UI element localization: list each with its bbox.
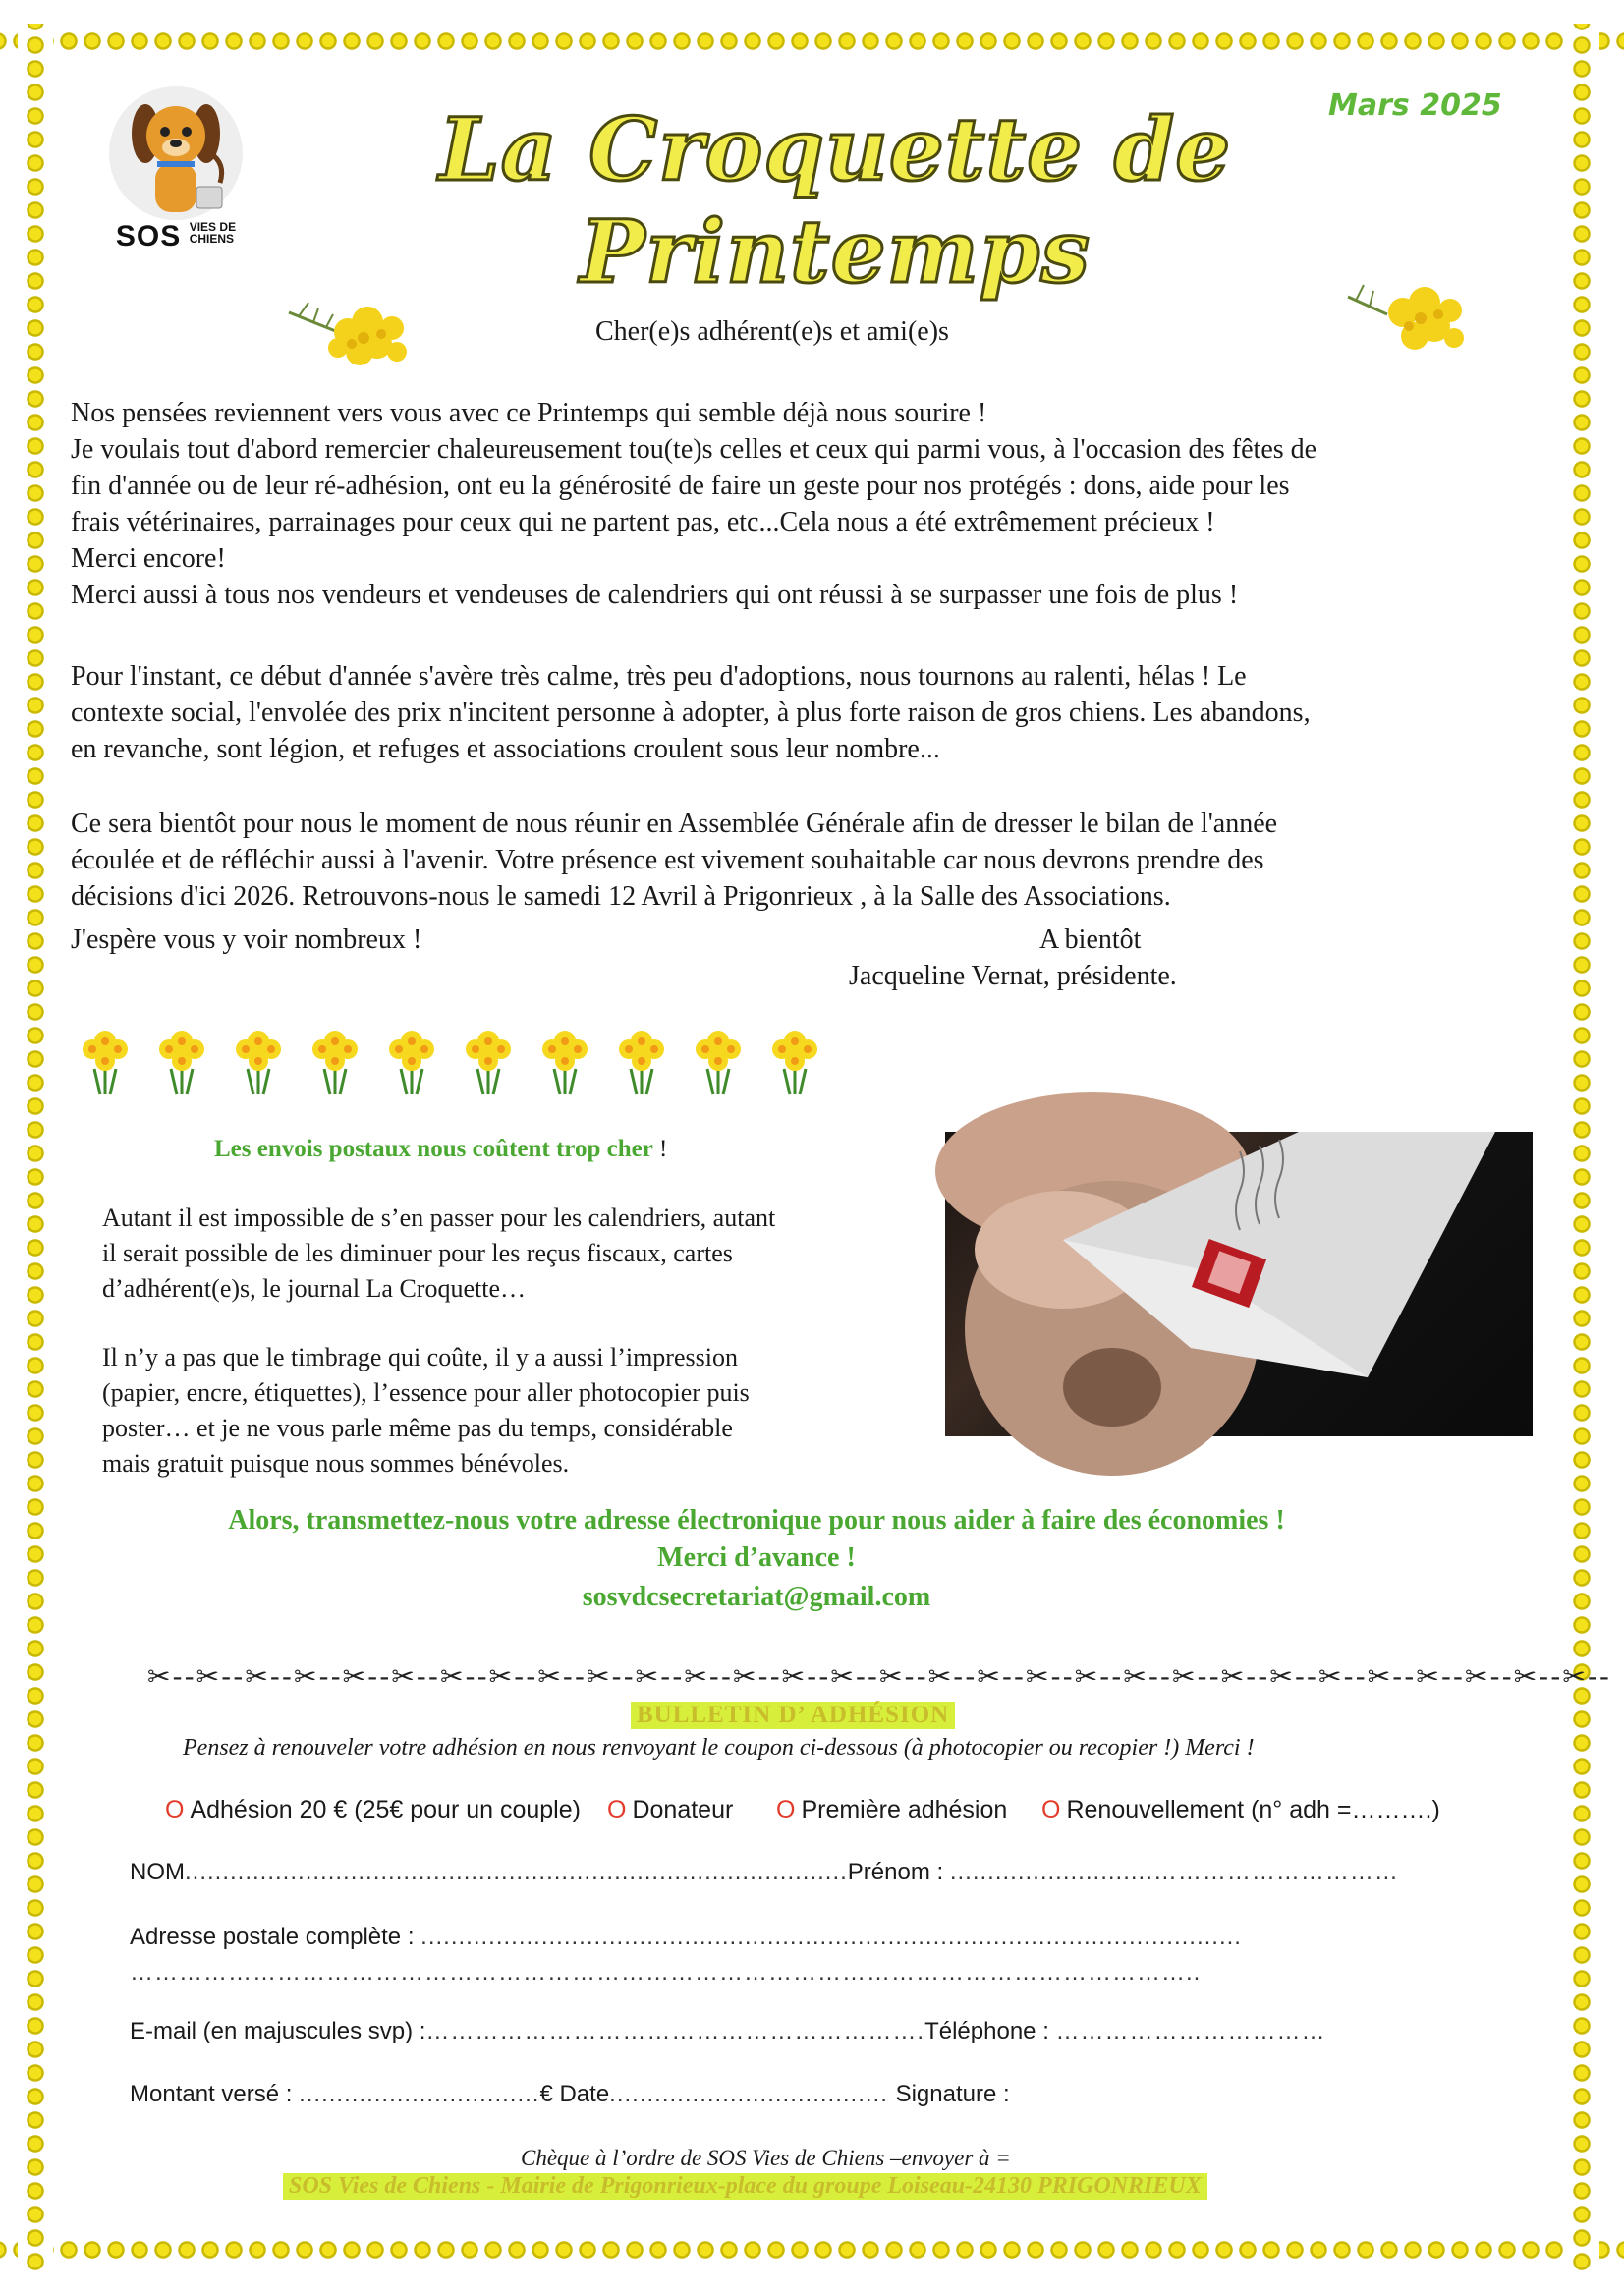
daffodil-icon [534, 1026, 595, 1096]
letter-signoff [71, 922, 1546, 991]
letter-greeting: Cher(e)s adhérent(e)s et ami(e)s [595, 316, 949, 347]
option-label: Première adhésion [801, 1796, 1008, 1823]
decorative-border-top [0, 24, 1624, 59]
radio-circle-icon[interactable]: O [607, 1796, 627, 1823]
address-field-line2[interactable]: ………………………………………………………………………………………………………………….. [130, 1959, 1202, 1986]
date-field[interactable]: ..................................... [609, 2081, 896, 2107]
text-line: Merci aussi à tous nos vendeurs et vendeuses de calendriers qui ont réussi à se surpasser une fois de plus ! [71, 580, 1239, 610]
a-bientot: A bientôt [1039, 924, 1142, 955]
option-donateur[interactable] [607, 1796, 733, 1824]
thanks-in-advance: Merci d’avance ! [657, 1542, 856, 1573]
letter-paragraph-situation [71, 658, 1546, 767]
prenom-field[interactable]: ...........................………………………… [949, 1859, 1399, 1885]
amount-field[interactable]: ................................ [299, 2081, 540, 2107]
issue-date: Mars 2025 [1328, 88, 1502, 123]
daffodil-icon [764, 1026, 825, 1096]
text-line: fin d'année ou de leur ré-adhésion, ont eu la générosité de faire un geste pour nos protégés : dons, aide pour les [71, 471, 1290, 501]
text-line: Autant il est impossible de s’en passer pour les calendriers, autant [102, 1203, 776, 1232]
option-premiere-adhesion[interactable] [776, 1796, 1007, 1824]
daffodil-icon [75, 1026, 136, 1096]
option-label: Renouvellement (n° adh =……….) [1066, 1796, 1440, 1823]
daffodil-icon [381, 1026, 442, 1096]
daffodil-icon [305, 1026, 365, 1096]
email-label: E-mail (en majuscules svp) : [130, 2018, 426, 2044]
postal-paragraph-1 [102, 1201, 888, 1307]
text-line: il serait possible de les diminuer pour les reçus fiscaux, cartes [102, 1239, 733, 1267]
amount-label: Montant versé : [130, 2081, 300, 2107]
mimosa-icon [279, 273, 426, 381]
daffodil-row [75, 1026, 821, 1104]
option-label: Donateur [632, 1796, 734, 1823]
option-adhesion[interactable] [165, 1796, 581, 1824]
daffodil-icon [151, 1026, 212, 1096]
postal-paragraph-2 [102, 1340, 888, 1482]
text-line: d’adhérent(e)s, le journal La Croquette… [102, 1274, 526, 1303]
phone-label: Téléphone : [924, 2018, 1056, 2044]
form-row-contact [130, 2018, 1326, 2045]
radio-circle-icon[interactable]: O [165, 1796, 185, 1823]
form-row-address-continued [130, 1959, 1201, 1987]
mimosa-icon [1338, 257, 1485, 365]
phone-field[interactable]: …………………………… [1055, 2018, 1326, 2044]
mailing-address: SOS Vies de Chiens - Mairie de Prigonrieux-place du groupe Loiseau-24130 PRIGONRIEUX [283, 2173, 1207, 2200]
envelope-photo [945, 1132, 1533, 1436]
daffodil-icon [611, 1026, 672, 1096]
bulletin-title: BULLETIN D’ ADHÉSION [631, 1702, 955, 1729]
postal-title-text: Les envois postaux nous coûtent trop cher [214, 1136, 653, 1162]
text-line: décisions d'ici 2026. Retrouvons-nous le samedi 12 Avril à Prigonrieux , à la Salle des Associations. [71, 881, 1171, 912]
newsletter-title: La Croquette de Printemps [438, 98, 1232, 303]
text-line: Pour l'instant, ce début d'année s'avère très calme, très peu d'adoptions, nous tournons au ralenti, hélas ! Le [71, 661, 1247, 692]
option-label: Adhésion 20 € (25€ pour un couple) [190, 1796, 581, 1823]
logo-wordmark [94, 220, 257, 253]
text-line: Nos pensées reviennent vers vous avec ce Printemps qui semble déjà nous sourire ! [71, 398, 987, 428]
option-renouvellement[interactable] [1041, 1796, 1440, 1824]
form-row-address [130, 1924, 1242, 1951]
prenom-label: Prénom : [847, 1859, 950, 1885]
daffodil-icon [458, 1026, 519, 1096]
text-line: en revanche, sont légion, et refuges et associations croulent sous leur nombre... [71, 734, 940, 764]
cheque-instructions: Chèque à l’ordre de SOS Vies de Chiens –envoyer à = [521, 2146, 1011, 2170]
text-line: Merci encore! [71, 543, 226, 574]
scissors-icon: ✂--✂--✂--✂--✂--✂--✂--✂--✂--✂--✂--✂--✂--✂--✂--✂--✂--✂--✂--✂--✂--✂--✂--✂--✂--✂--✂--✂--✂--✂-- [147, 1660, 1612, 1693]
logo-subtitle-line2: CHIENS [189, 232, 235, 246]
email-field[interactable]: ……………………………………………………. [425, 2018, 925, 2044]
nom-label: NOM [130, 1859, 185, 1885]
date-label: € Date [539, 2081, 610, 2107]
closing-line: J'espère vous y voir nombreux ! [71, 924, 422, 955]
address-field[interactable]: ............................................................................................................. [420, 1924, 1242, 1950]
text-line: (papier, encre, étiquettes), l’essence pour aller photocopier puis [102, 1378, 750, 1407]
association-logo [94, 84, 257, 257]
text-line: contexte social, l'envolée des prix n'incitent personne à adopter, à plus forte raison de gros chiens. Les abandons, [71, 698, 1311, 728]
dog-logo-icon [94, 84, 257, 222]
address-label: Adresse postale complète : [130, 1924, 421, 1950]
signature-label: Signature : [895, 2081, 1010, 2107]
signature: Jacqueline Vernat, présidente. [849, 961, 1177, 991]
letter-paragraph-assembly [71, 806, 1546, 915]
postal-title-exclamation: ! [652, 1136, 668, 1162]
daffodil-icon [228, 1026, 289, 1096]
text-line: Il n’y a pas que le timbrage qui coûte, il y a aussi l’impression [102, 1343, 738, 1371]
text-line: Je voulais tout d'abord remercier chaleureusement tou(te)s celles et ceux qui parmi vous, à l'occasion des fêtes de [71, 434, 1317, 465]
contact-email[interactable]: sosvdcsecretariat@gmail.com [582, 1582, 931, 1612]
decorative-border-right [1564, 24, 1599, 2271]
nom-field[interactable]: ........................................................................................ [185, 1859, 848, 1885]
form-row-payment [130, 2081, 1010, 2108]
text-line: écoulée et de réfléchir aussi à l'avenir. Votre présence est vivement souhaitable car nous devrons prendre des [71, 845, 1264, 875]
decorative-border-left [18, 24, 53, 2271]
postal-section-title [214, 1136, 667, 1163]
logo-subtitle-line1: VIES DE [189, 220, 237, 234]
logo-subtitle [190, 221, 236, 245]
text-line: poster… et je ne vous parle même pas du temps, considérable [102, 1414, 733, 1442]
bulletin-subtitle: Pensez à renouveler votre adhésion en nous renvoyant le coupon ci-dessous (à photocopier ou recopier !) Merci ! [183, 1735, 1255, 1761]
decorative-border-bottom [0, 2232, 1624, 2267]
radio-circle-icon[interactable]: O [776, 1796, 796, 1823]
logo-sos-text: SOS [115, 220, 182, 252]
text-line: Ce sera bientôt pour nous le moment de nous réunir en Assemblée Générale afin de dresser le bilan de l'année [71, 809, 1278, 839]
radio-circle-icon[interactable]: O [1041, 1796, 1061, 1823]
text-line: mais gratuit puisque nous sommes bénévoles. [102, 1449, 570, 1478]
form-row-name [130, 1859, 1399, 1886]
cut-line [147, 1660, 1612, 1693]
text-line: frais vétérinaires, parrainages pour ceux qui ne partent pas, etc...Cela nous a été extrêmement précieux ! [71, 507, 1215, 537]
daffodil-icon [688, 1026, 749, 1096]
email-request-text: Alors, transmettez-nous votre adresse électronique pour nous aider à faire des économies ! [228, 1505, 1285, 1536]
letter-paragraph-thanks [71, 395, 1546, 613]
